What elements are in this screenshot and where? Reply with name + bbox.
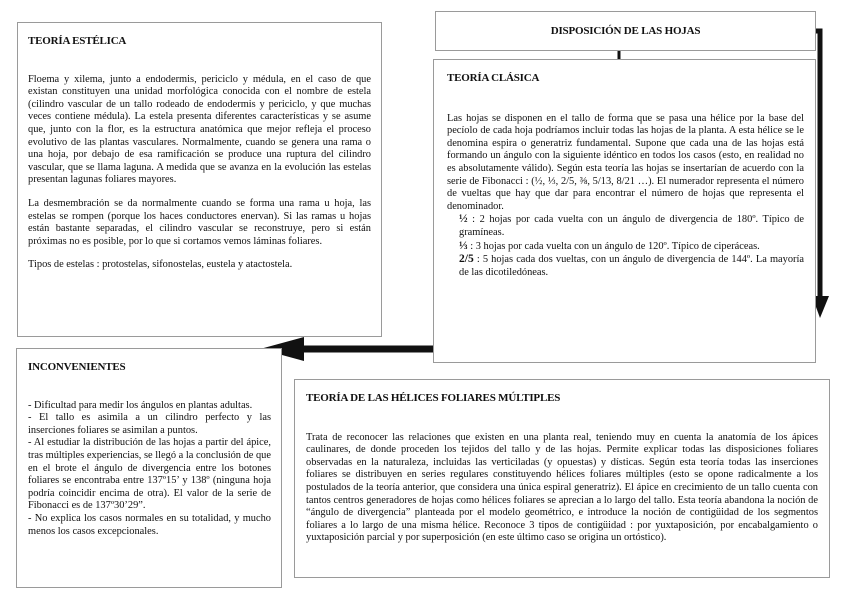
inconveniente-item: - El tallo es asimila a un cilindro perfecto y las inserciones foliares se asimilan a puntos. [28,412,271,436]
divergence-fraction: 2/5 [459,253,474,266]
inconveniente-item: - Dificultad para medir los ángulos en plantas adultas. [28,399,253,411]
teoria-estelica-title: TEORÍA ESTÉLICA [28,35,127,47]
divergence-item [459,253,804,279]
inconvenientes-title: INCONVENIENTES [28,361,126,373]
divergence-text: : 5 hojas cada dos vueltas, con un ángulo de divergencia de 144º. La mayoría de las dicotiledóneas. [459,254,804,278]
divergence-fraction: ½ [459,213,468,226]
inconveniente-item: - Al estudiar la distribución de las hojas a partir del ápice, tras múltiples experiencias, se llegó a la conclusión de que en el brote el ángulo de divergencia entre los botones foliares se encontraba entre 137º15’ y 138º (ninguna hoja podría coincidir encima de otra). El valor de la serie de Fibonacci es de 137º30’29”. [28,437,271,512]
estelica-paragraph: La desmembración se da normalmente cuando se forma una rama u hoja, las estelas se rompen (porque los haces conductores enervan). Si las ramas u hojas están bastante separadas, el cilindro vascular se reconstruye, pero si están próximas no es posible, por lo que si cortamos vemos láminas foliares. [28,197,371,247]
helices-text: Trata de reconocer las relaciones que existen en una planta real, teniendo muy en cuenta la anatomía de los ápices caulinares, de donde proceden los tejidos del tallo y de las hojas. Permite explicar todas las disposiciones foliares observadas en la naturaleza, incluidas las verticiladas (y opuestas) y dísticas. Según esta teoría todas las inserciones foliares se distribuyen en series regulares constituyendo hélices foliares múltiples (esto se opone radicalmente a los postulados de la teoría anterior, que considera una única espiral generatriz). El ápice en crecimiento de un tallo cuenta con tantos centros generadores de hojas como hélices foliares se aprecian a lo largo del tallo. Esta teoría abandona la noción de “ángulo de divergencia” planteada por el modelo geométrico, e introduce la noción de contigüidad de los segmentos foliares a lo largo de una misma hélice. Reconoce 3 tipos de contigüidad : por yuxtaposición, por encabalgamiento o yuxtaposición parcial y por superposición (en este último caso se origina un ortóstico). [306,431,818,544]
inconvenientes-box [16,348,282,588]
estelica-paragraph: Tipos de estelas : protostelas, sifonostelas, eustela y atactostela. [28,259,293,271]
divergence-list [459,213,804,279]
divergence-item [459,240,804,254]
divergence-text: : 3 hojas por cada vuelta con un ángulo de 120º. Típico de ciperáceas. [467,240,760,252]
disposicion-hojas-box [435,11,816,51]
divergence-item [459,213,804,239]
divergence-text: : 2 hojas por cada vuelta con un ángulo de divergencia de 180º. Típico de gramíneas. [459,214,804,238]
divergence-fraction: ⅓ [459,239,468,252]
teoria-clasica-box [433,59,816,363]
inconveniente-item: - No explica los casos normales en su totalidad, y mucho menos los casos excepcionales. [28,512,271,537]
clasica-intro: Las hojas se disponen en el tallo de forma que se pasa una hélice por la base del pecíolo de cada hoja podríamos incluir todas las hojas de la planta. A esta hélice se le denomina espira o generatriz fundamental. Supone que cada una de las hojas está formando un ángulo con la siguiente idéntico en todos los casos (esto, en realidad no es absolutamente válido). Según esta teoría las hojas se insertarían de acuerdo con la serie de Fibonacci : (½, ⅓, 2/5, ⅜, 5/13, 8/21 …). El numerador representa el número de vueltas que hay que dar para encontrar el número de hojas que representa el denominador. [447,112,804,212]
estelica-paragraph: Floema y xilema, junto a endodermis, periciclo y médula, en el caso de que existan constituyen una unidad morfológica conocida con el nombre de estela (cilindro vascular de un tallo rodeado de endodermis y periciclo, y que muchas veces contiene médula). La estela presenta diferentes características y se asume que, junto con la flor, es la estructura anatómica que mejor refleja el proceso evolutivo de las plantas vasculares. Normalmente, cuando se genera una rama o una hoja, por debajo de esa ramificación se produce una ruptura del cilindro vascular, que se llama laguna. A medida que se avanza en la evolución las estelas presentan lagunas foliares mayores. [28,73,371,186]
teoria-estelica-box [17,22,382,337]
disposicion-hojas-title: DISPOSICIÓN DE LAS HOJAS [550,25,701,37]
teoria-helices-title: TEORÍA DE LAS HÉLICES FOLIARES MÚLTIPLES [306,392,561,404]
teoria-helices-box [294,379,830,578]
teoria-clasica-title: TEORÍA CLÁSICA [447,72,540,84]
